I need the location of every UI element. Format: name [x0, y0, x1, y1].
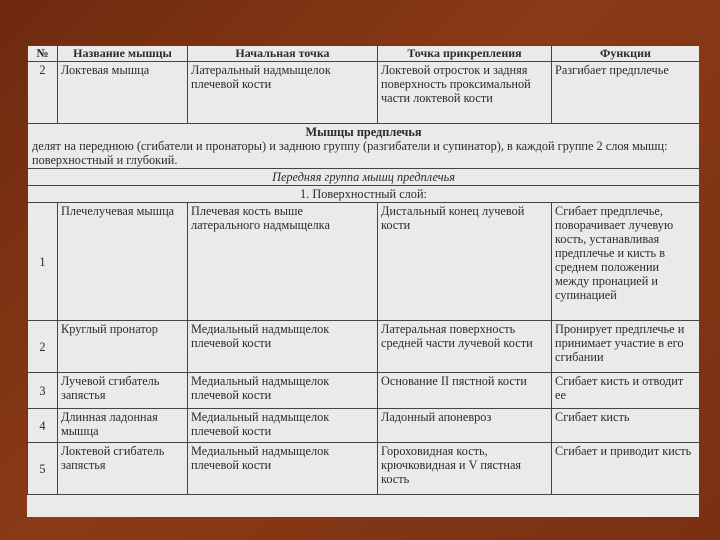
insertion-cell: Ладонный апоневроз [378, 409, 552, 443]
row-number: 1 [28, 203, 58, 321]
insertion-cell: Дистальный конец лучевой кости [378, 203, 552, 321]
origin-cell: Плечевая кость выше латерального надмыщелка [188, 203, 378, 321]
table-row [28, 321, 700, 373]
insertion-cell: Основание II пястной кости [378, 373, 552, 409]
origin-cell: Латеральный надмыщелок плечевой кости [188, 62, 378, 124]
insertion-cell: Локтевой отросток и задняя поверхность проксимальной части локтевой кости [378, 62, 552, 124]
document-page [27, 45, 699, 517]
table-row [28, 373, 700, 409]
insertion-cell: Латеральная поверхность средней части лучевой кости [378, 321, 552, 373]
layer-title: 1. Поверхностный слой: [28, 186, 700, 203]
group-title: Передняя группа мышц предплечья [28, 169, 700, 186]
muscle-name: Локтевой сгибатель запястья [58, 443, 188, 495]
section-title: Мышцы предплечья [305, 125, 422, 139]
muscle-name: Длинная ладонная мышца [58, 409, 188, 443]
origin-cell: Медиальный надмыщелок плечевой кости [188, 443, 378, 495]
layer-title-row [28, 186, 700, 203]
muscle-table [27, 45, 699, 495]
group-title-row [28, 169, 700, 186]
section-description: делят на переднюю (сгибатели и пронаторы) и заднюю группу (разгибатели и супинатор), в каждой группе 2 слоя мышц: поверхностный и глубокий. [32, 139, 668, 167]
row-number: 4 [28, 409, 58, 443]
row-number: 5 [28, 443, 58, 495]
origin-cell: Медиальный надмыщелок плечевой кости [188, 409, 378, 443]
origin-cell: Медиальный надмыщелок плечевой кости [188, 373, 378, 409]
table-row [28, 443, 700, 495]
row-number: 3 [28, 373, 58, 409]
function-cell: Разгибает предплечье [552, 62, 700, 124]
muscle-name: Плечелучевая мышца [58, 203, 188, 321]
header-function: Функции [552, 46, 700, 62]
muscle-name: Круглый пронатор [58, 321, 188, 373]
header-insertion: Точка прикрепления [378, 46, 552, 62]
row-number: 2 [28, 321, 58, 373]
row-number: 2 [28, 62, 58, 124]
table-row [28, 62, 700, 124]
table-row [28, 203, 700, 321]
function-cell: Сгибает предплечье, поворачивает лучевую кость, устанавливая предплечье и кисть в среднем положении между пронацией и супинацией [552, 203, 700, 321]
header-number: № [28, 46, 58, 62]
header-origin: Начальная точка [188, 46, 378, 62]
insertion-cell: Гороховидная кость, крючковидная и V пястная кость [378, 443, 552, 495]
function-cell: Сгибает кисть [552, 409, 700, 443]
function-cell: Сгибает кисть и отводит ее [552, 373, 700, 409]
muscle-name: Локтевая мышца [58, 62, 188, 124]
table-header-row [28, 46, 700, 62]
section-title-row [28, 124, 700, 169]
header-muscle-name: Название мышцы [58, 46, 188, 62]
muscle-name: Лучевой сгибатель запястья [58, 373, 188, 409]
function-cell: Пронирует предплечье и принимает участие в его сгибании [552, 321, 700, 373]
table-row [28, 409, 700, 443]
origin-cell: Медиальный надмыщелок плечевой кости [188, 321, 378, 373]
function-cell: Сгибает и приводит кисть [552, 443, 700, 495]
